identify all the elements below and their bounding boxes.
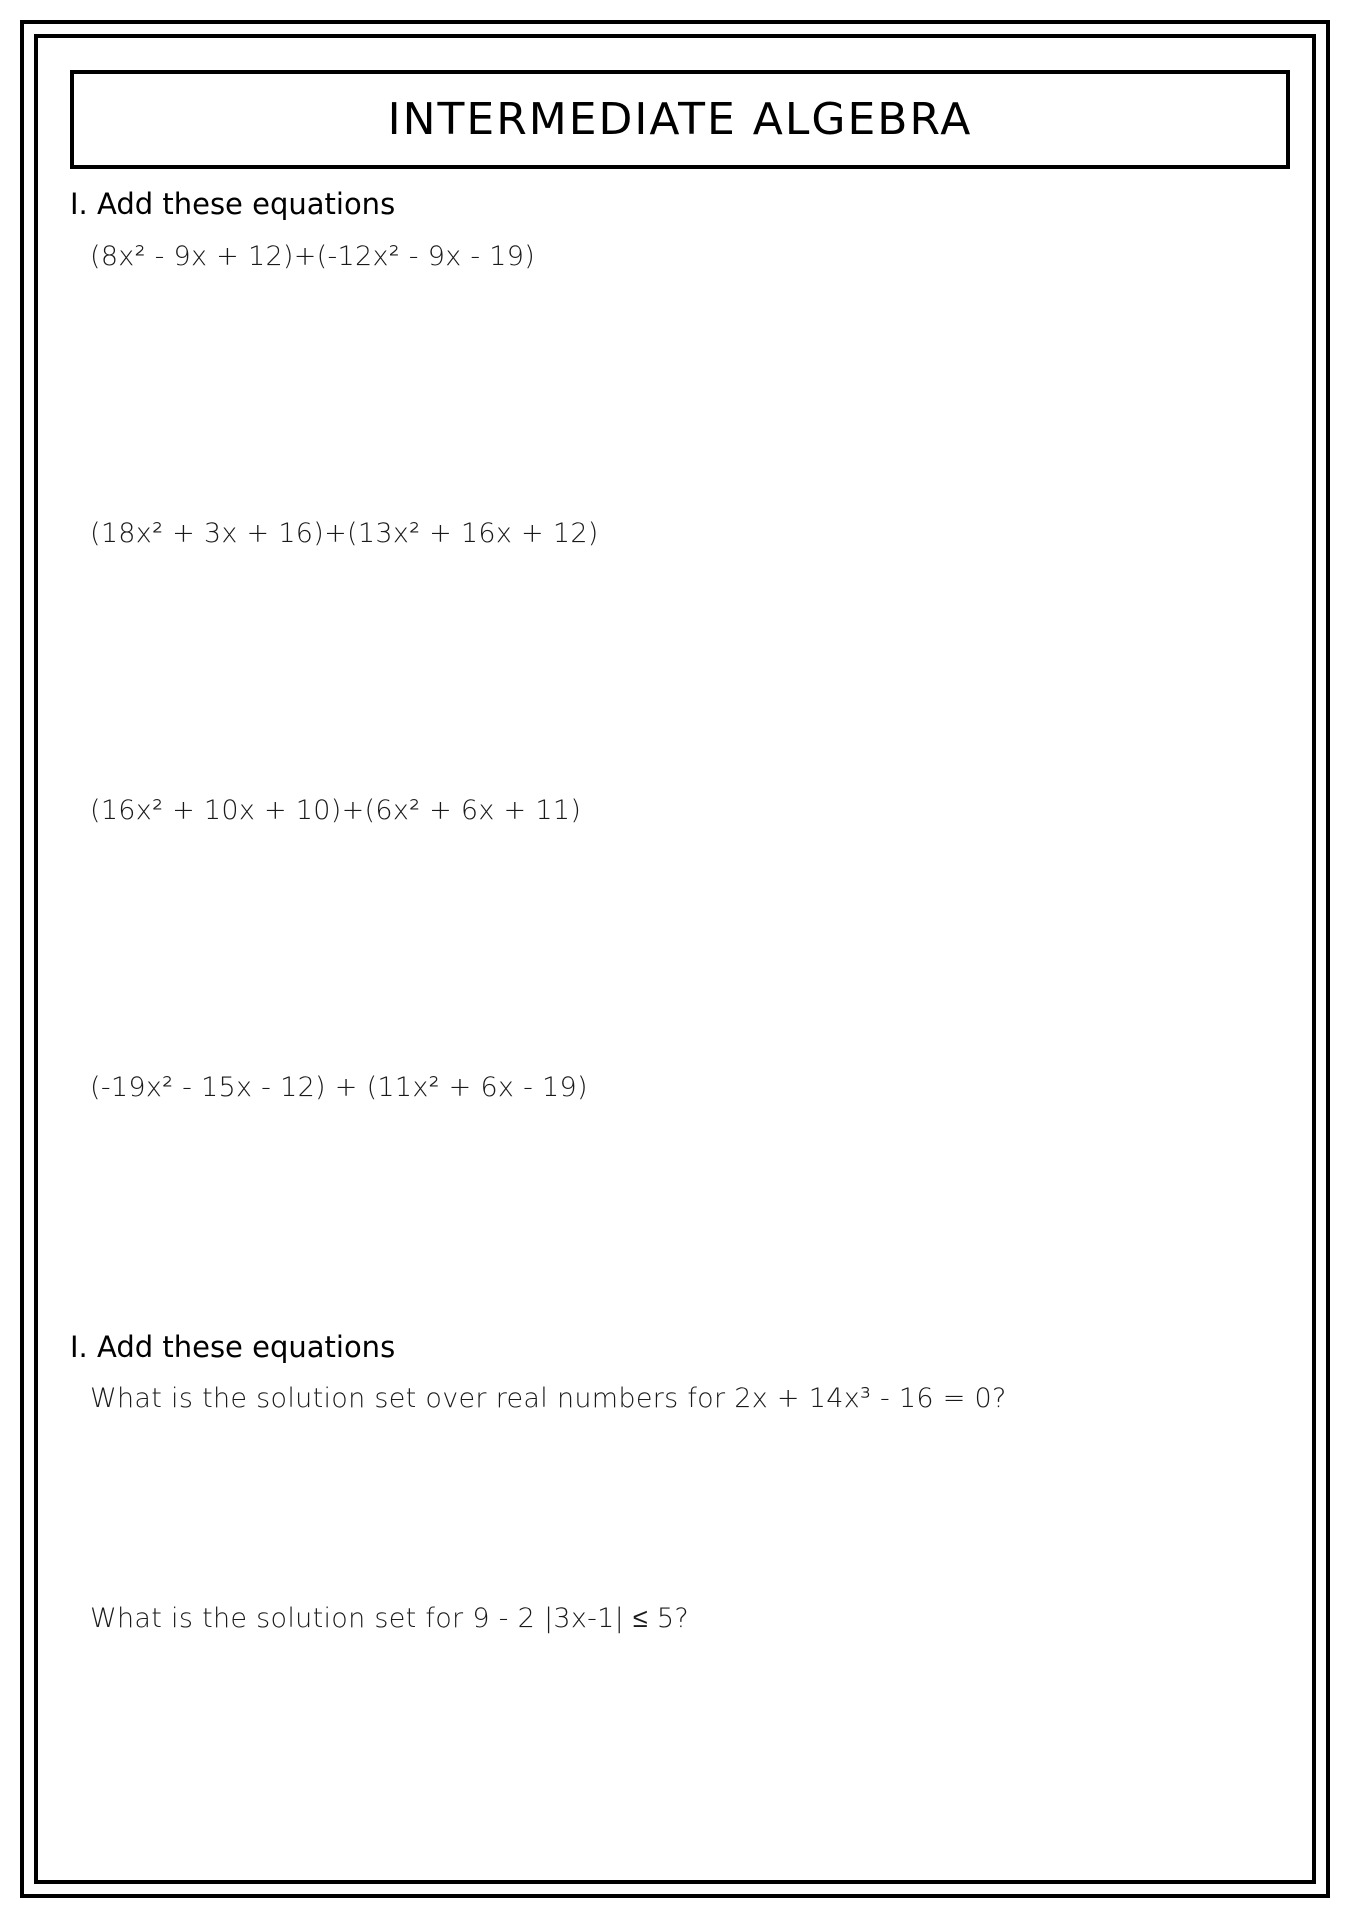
problem-6: What is the solution set for 9 - 2 |3x-1| ≤ 5? [90,1603,690,1634]
title-box [70,70,1290,169]
section-heading-1: I. Add these equations [70,187,396,221]
problem-5: What is the solution set over real numbers for 2x + 14x³ - 16 = 0? [90,1383,1007,1414]
section-heading-2: I. Add these equations [70,1330,396,1364]
problem-1: (8x² - 9x + 12)+(-12x² - 9x - 19) [90,241,536,272]
page-title: INTERMEDIATE ALGEBRA [387,93,973,145]
problem-2: (18x² + 3x + 16)+(13x² + 16x + 12) [90,518,599,549]
problem-4: (-19x² - 15x - 12) + (11x² + 6x - 19) [90,1072,588,1103]
problem-3: (16x² + 10x + 10)+(6x² + 6x + 11) [90,795,582,826]
